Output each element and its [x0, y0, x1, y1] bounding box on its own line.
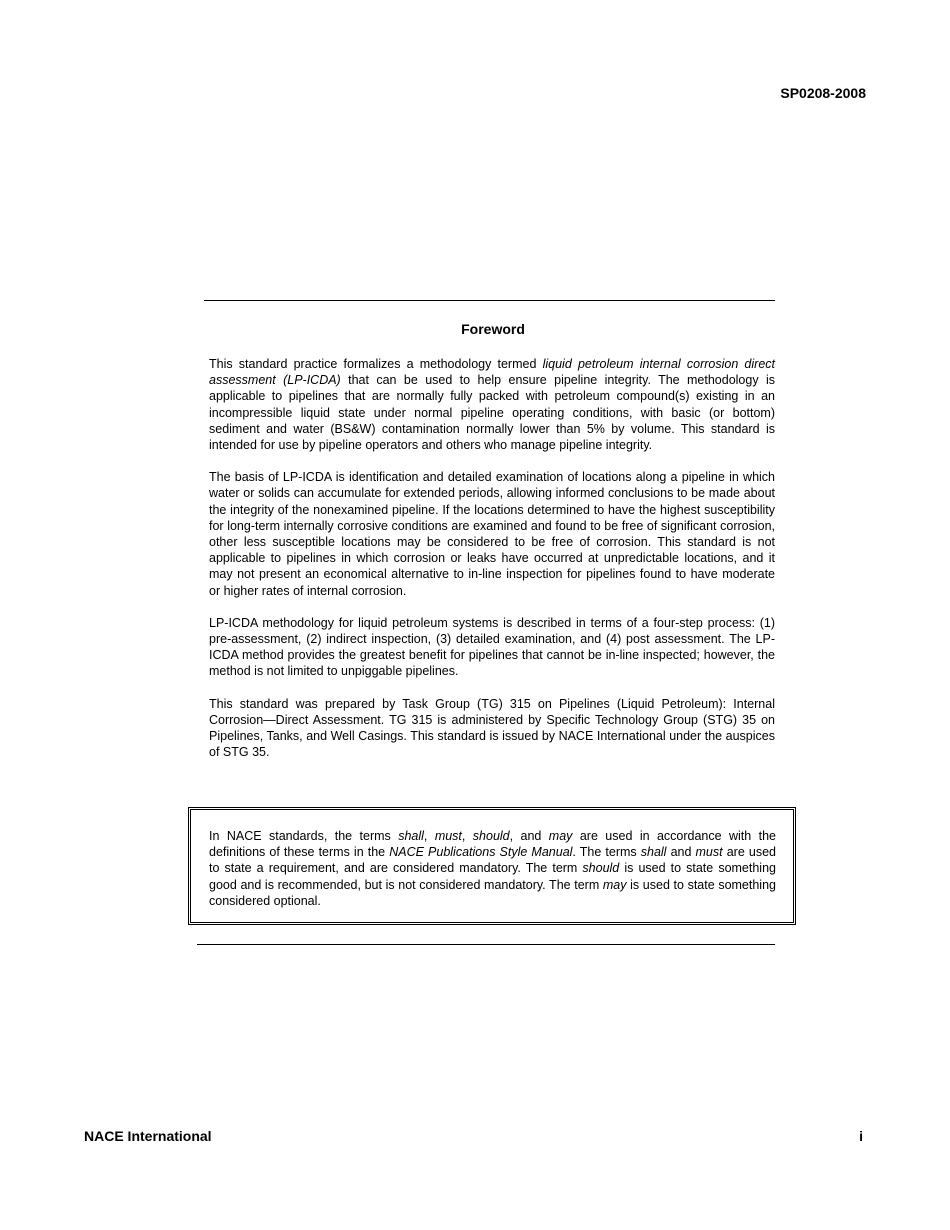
- notice-text: is used to state something good and is recommended, but is not considered mandatory. The term: [209, 861, 776, 892]
- footer-publisher: NACE International: [84, 1128, 212, 1144]
- footer-page-number: i: [859, 1128, 863, 1144]
- notice-text: are used in accordance with the definitions of these terms in the: [209, 829, 777, 860]
- notice-manual-title: NACE Publications Style Manual: [389, 845, 573, 860]
- notice-term: shall: [398, 829, 424, 843]
- notice-term: may: [548, 829, 573, 843]
- notice-text: is used to state something considered optional.: [209, 877, 776, 908]
- foreword-paragraph-2: The basis of LP-ICDA is identification and detailed examination of locations along a pipeline in which water or solids can accumulate for extended periods, allowing informed conclusions to be made about the integrity of the nonexamined pipeline. If the locations determined to have the highest susceptibility for long-term internally corrosive conditions are examined and found to be free of significant corrosion, other less susceptible locations may be considered to be free of corrosion. This standard is not applicable to pipelines in which corrosion or leaks have occurred at unpredictable locations, and it may not present an economical alternative to in-line inspection for pipelines found to have moderate or higher rates of internal corrosion.: [209, 470, 775, 598]
- notice-term: shall: [640, 845, 667, 860]
- terminology-notice-box: [188, 807, 796, 925]
- notice-text: . The terms: [572, 845, 641, 860]
- notice-text: are used to state a requirement, and are considered mandatory. The term: [209, 845, 776, 876]
- foreword-title: Foreword: [461, 321, 525, 337]
- notice-text: and: [666, 845, 696, 860]
- notice-text: ,: [423, 829, 435, 843]
- p1-text-b: that can be used to help ensure pipeline integrity. The methodology is applicable to pipelines that are normally fully packed with petroleum compound(s) existing in an incompressible liquid state under normal pipeline operating conditions, with basic (or bottom) sediment and water (BS&W) contamination normally lower than 5% by volume. This standard is intended for use by pipeline operators and others who manage pipeline integrity.: [209, 373, 775, 453]
- p1-term: liquid petroleum internal corrosion direct assessment (LP-ICDA): [209, 357, 776, 388]
- notice-term: must: [695, 845, 723, 860]
- notice-text: , and: [509, 829, 549, 843]
- foreword-paragraph-1: [209, 356, 775, 453]
- notice-text: ,: [461, 829, 473, 843]
- foreword-paragraph-4: This standard was prepared by Task Group (TG) 315 on Pipelines (Liquid Petroleum): Internal Corrosion—Direct Assessment. TG 315 is administered by Specific Technology Group (STG) 35 on Pipelines, Tanks, and Well Casings. This standard is issued by NACE International under the auspices of STG 35.: [209, 696, 775, 760]
- top-divider: [204, 300, 775, 301]
- notice-text: In NACE standards, the terms: [209, 829, 399, 843]
- notice-term: must: [434, 829, 462, 843]
- notice-term: should: [582, 861, 620, 876]
- p1-text-a: This standard practice formalizes a methodology termed: [209, 357, 543, 371]
- terminology-notice-text: [209, 828, 776, 909]
- document-id: SP0208-2008: [780, 85, 866, 101]
- notice-term: may: [602, 877, 627, 892]
- notice-term: should: [472, 829, 510, 843]
- bottom-divider: [197, 944, 775, 945]
- foreword-body: [209, 356, 775, 776]
- foreword-paragraph-3: LP-ICDA methodology for liquid petroleum systems is described in terms of a four-step process: (1) pre-assessment, (2) indirect inspection, (3) detailed examination, and (4) post assessment. The LP-ICDA method provides the greatest benefit for pipelines that cannot be in-line inspected; however, the method is not limited to unpiggable pipelines.: [209, 615, 775, 679]
